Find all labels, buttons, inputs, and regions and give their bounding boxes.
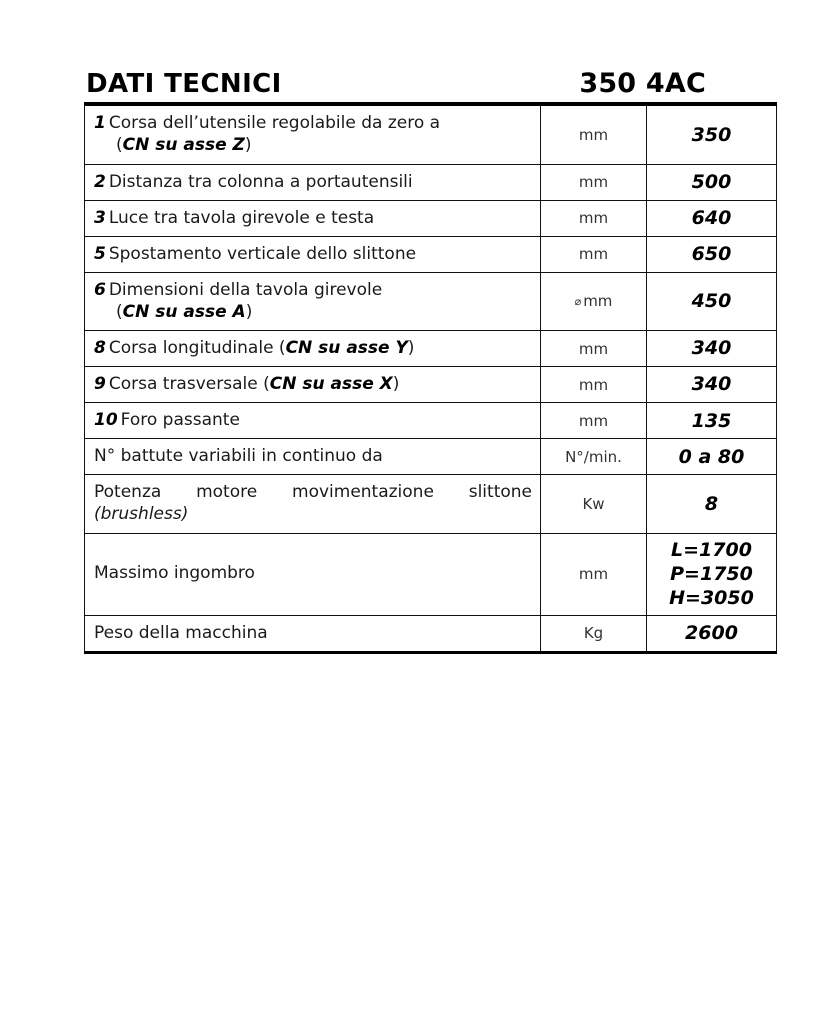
row-value: 2600	[647, 615, 777, 652]
document-header	[84, 70, 738, 102]
axis-note: CN su asse X	[269, 374, 393, 395]
row-number: 10	[94, 410, 118, 431]
technical-data-table	[84, 102, 777, 653]
row-value: 340	[647, 367, 777, 403]
row-value: 640	[647, 200, 777, 236]
row-unit	[541, 272, 647, 330]
row-description	[85, 475, 541, 533]
row-unit: mm	[541, 164, 647, 200]
spec-sheet	[84, 68, 754, 654]
row-value: 350	[647, 104, 777, 164]
row-description-text: Foro passante	[120, 410, 240, 431]
model-designation: 350 4AC	[579, 68, 706, 99]
table-body	[85, 104, 777, 652]
paren-close: )	[244, 135, 252, 156]
row-unit-text: mm	[583, 292, 613, 311]
table-row	[85, 236, 777, 272]
row-number: 6	[94, 279, 106, 300]
row-description	[85, 331, 541, 367]
row-description	[85, 236, 541, 272]
page-title: DATI TECNICI	[86, 69, 282, 99]
row-number: 1	[94, 113, 106, 134]
row-description: Massimo ingombro	[85, 533, 541, 615]
table-row	[85, 164, 777, 200]
row-description-subline	[94, 134, 532, 156]
table-row	[85, 272, 777, 330]
row-value	[647, 533, 777, 615]
row-value: 135	[647, 403, 777, 439]
paren-close: )	[245, 301, 253, 322]
row-description	[85, 403, 541, 439]
row-description	[85, 200, 541, 236]
table-row	[85, 104, 777, 164]
row-value: 650	[647, 236, 777, 272]
table-row	[85, 331, 777, 367]
row-description-subline	[94, 301, 532, 323]
table-row	[85, 475, 777, 533]
row-value: 340	[647, 331, 777, 367]
row-value: 8	[647, 475, 777, 533]
row-unit: Kg	[541, 615, 647, 652]
row-description-text: Corsa dell’utensile regolabile da zero a	[108, 113, 441, 134]
paren-close: )	[392, 374, 400, 395]
row-description-text: Luce tra tavola girevole e testa	[108, 207, 375, 228]
row-unit: mm	[541, 367, 647, 403]
paren-close: )	[407, 338, 415, 358]
row-value-length: L=1700	[671, 538, 752, 561]
axis-note: CN su asse Y	[285, 338, 408, 358]
row-number: 8	[94, 338, 106, 358]
row-description-text: Corsa longitudinale (	[108, 338, 286, 358]
row-unit: mm	[541, 200, 647, 236]
row-description	[85, 367, 541, 403]
row-description-text: Potenza motore movimentazione slittone	[94, 482, 532, 503]
row-description-text: Dimensioni della tavola girevole	[108, 279, 383, 300]
row-unit: mm	[541, 403, 647, 439]
table-row	[85, 403, 777, 439]
table-row	[85, 439, 777, 475]
table-row	[85, 367, 777, 403]
diameter-icon: ⌀	[574, 295, 582, 309]
row-value-depth: P=1750	[670, 562, 753, 585]
row-value: 0 a 80	[647, 439, 777, 475]
row-unit: mm	[541, 236, 647, 272]
paren-open: (	[116, 301, 123, 322]
row-description	[85, 104, 541, 164]
row-description	[85, 164, 541, 200]
row-unit: N°/min.	[541, 439, 647, 475]
table-row	[85, 200, 777, 236]
row-number: 3	[94, 207, 106, 228]
row-description-text: Distanza tra colonna a portautensili	[108, 171, 413, 192]
table-row	[85, 615, 777, 652]
axis-note: CN su asse A	[122, 301, 246, 322]
row-value: 500	[647, 164, 777, 200]
row-description: Peso della macchina	[85, 615, 541, 652]
row-unit: Kw	[541, 475, 647, 533]
row-description: N° battute variabili in continuo da	[85, 439, 541, 475]
row-value: 450	[647, 272, 777, 330]
row-description-text: Spostamento verticale dello slittone	[108, 243, 417, 264]
row-description	[85, 272, 541, 330]
paren-open: (	[116, 135, 123, 156]
row-description-subline: (brushless)	[94, 504, 189, 525]
row-unit: mm	[541, 331, 647, 367]
row-number: 2	[94, 171, 106, 192]
row-number: 9	[94, 374, 106, 395]
row-value-height: H=3050	[669, 587, 754, 610]
row-description-text: Corsa trasversale (	[108, 374, 270, 395]
table-row	[85, 533, 777, 615]
row-unit: mm	[541, 533, 647, 615]
row-unit: mm	[541, 104, 647, 164]
row-number: 5	[94, 243, 106, 264]
axis-note: CN su asse Z	[122, 135, 245, 156]
